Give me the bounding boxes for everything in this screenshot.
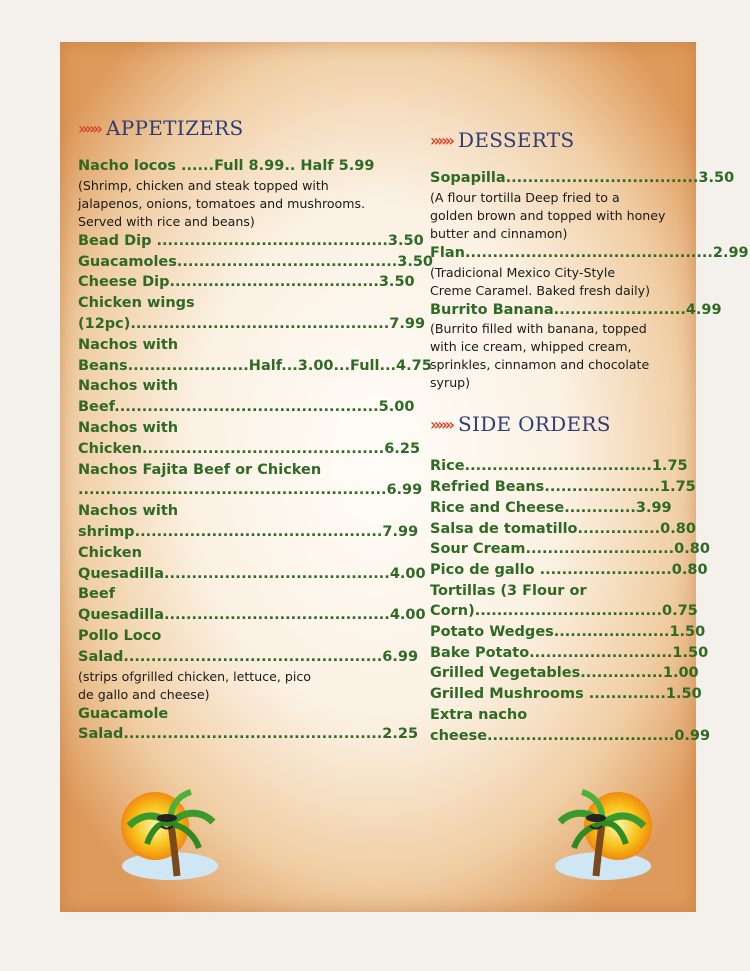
menu-item-line: Guacamole bbox=[78, 705, 169, 722]
menu-item-line: Bake Potato..........................1.50 bbox=[430, 644, 709, 661]
menu-item-line: Corn)..................................0.75 bbox=[430, 603, 698, 620]
menu-item-line: Refried Beans.....................1.75 bbox=[430, 479, 696, 496]
side-orders-title: SIDE ORDERS bbox=[458, 412, 611, 437]
menu-item-line: Quesadilla.........................................4.00 bbox=[78, 607, 426, 624]
menu-page bbox=[60, 42, 749, 912]
menu-item-line: Chicken wings bbox=[78, 295, 195, 312]
menu-item-description: (Tradicional Mexico City-Style bbox=[430, 264, 616, 280]
menu-item-line: Guacamoles........................................3.50 bbox=[78, 253, 434, 270]
menu-item-line: Nachos Fajita Beef or Chicken bbox=[78, 461, 322, 478]
menu-item-line: Chicken............................................6.25 bbox=[78, 440, 421, 457]
menu-item-line: Burrito Banana........................4.99 bbox=[430, 301, 722, 318]
side-orders-section bbox=[430, 410, 711, 746]
menu-item-description: de gallo and cheese) bbox=[78, 686, 210, 702]
menu-item-description: (strips ofgrilled chicken, lettuce, pico bbox=[78, 668, 312, 684]
menu-item-description: (Burrito filled with banana, topped bbox=[430, 321, 647, 337]
menu-item-line: Rice and Cheese.............3.99 bbox=[430, 499, 672, 516]
menu-item-line: Flan.............................................2.99 bbox=[430, 244, 749, 261]
desserts-list bbox=[430, 168, 749, 392]
desserts-section bbox=[430, 126, 749, 392]
menu-item-description: syrup) bbox=[430, 375, 471, 391]
menu-item-line: Extra nacho bbox=[430, 706, 528, 723]
menu-item-line: Nacho locos ......Full 8.99.. Half 5.99 bbox=[78, 158, 375, 174]
menu-item-description: jalapenos, onions, tomatoes and mushrooms. bbox=[78, 195, 366, 211]
menu-item-line: shrimp.............................................7.99 bbox=[78, 523, 419, 540]
chevron-bullet-icon: »»» bbox=[430, 130, 453, 150]
menu-item-description: sprinkles, cinnamon and chocolate bbox=[430, 357, 650, 373]
menu-item-line: Nachos with bbox=[78, 378, 179, 395]
menu-item-line: Pico de gallo ........................0.80 bbox=[430, 561, 708, 578]
menu-item-line: Potato Wedges.....................1.50 bbox=[430, 624, 706, 641]
menu-item-line: Salad...............................................6.99 bbox=[78, 648, 419, 665]
menu-item-line: ........................................................6.99 bbox=[78, 482, 423, 499]
desserts-title: DESSERTS bbox=[458, 128, 575, 152]
menu-item-description: Creme Caramel. Baked fresh daily) bbox=[430, 282, 651, 298]
appetizers-list bbox=[78, 156, 434, 745]
menu-item-line: Salsa de tomatillo...............0.80 bbox=[430, 520, 696, 537]
menu-item-line: Rice..................................1.75 bbox=[430, 458, 688, 475]
side-orders-heading bbox=[430, 410, 682, 438]
side-orders-list bbox=[430, 456, 711, 746]
menu-item-line: Cheese Dip......................................3.50 bbox=[78, 274, 415, 291]
menu-item-line: Nachos with bbox=[78, 503, 179, 520]
menu-item-description: Served with rice and beans) bbox=[78, 213, 255, 229]
menu-item-description: with ice cream, whipped cream, bbox=[430, 339, 632, 355]
menu-item-description: golden brown and topped with honey bbox=[430, 207, 666, 223]
appetizers-heading bbox=[78, 114, 390, 142]
chevron-bullet-icon: »»» bbox=[78, 118, 101, 138]
menu-item-line: Sour Cream...........................0.80 bbox=[430, 541, 710, 558]
menu-item-line: Tortillas (3 Flour or bbox=[430, 582, 587, 599]
appetizers-section bbox=[78, 114, 434, 745]
menu-item-line: Grilled Vegetables...............1.00 bbox=[430, 665, 699, 682]
menu-item-line: (12pc)...............................................7.99 bbox=[78, 315, 426, 332]
appetizers-title: APPETIZERS bbox=[106, 116, 244, 140]
menu-item-line: cheese..................................0.99 bbox=[430, 727, 711, 744]
menu-item-line: Beans......................Half...3.00...Full...4.75 bbox=[78, 357, 432, 374]
menu-item-line: Beef bbox=[78, 586, 116, 603]
menu-item-line: Bead Dip ..........................................3.50 bbox=[78, 232, 424, 249]
menu-item-line: Pollo Loco bbox=[78, 627, 162, 644]
desserts-heading bbox=[430, 126, 682, 154]
menu-item-line: Nachos with bbox=[78, 336, 179, 353]
palm-tree-sun-icon bbox=[548, 784, 660, 884]
menu-item-description: butter and cinnamon) bbox=[430, 225, 568, 241]
menu-item-line: Chicken bbox=[78, 544, 142, 561]
menu-item-description: (Shrimp, chicken and steak topped with bbox=[78, 177, 329, 193]
menu-item-line: Quesadilla.........................................4.00 bbox=[78, 565, 426, 582]
menu-item-description: (A flour tortilla Deep fried to a bbox=[430, 189, 620, 205]
chevron-bullet-icon: »»» bbox=[430, 414, 453, 434]
menu-item-line: Beef................................................5.00 bbox=[78, 399, 415, 416]
menu-item-line: Salad...............................................2.25 bbox=[78, 726, 419, 743]
right-column bbox=[430, 126, 749, 746]
menu-item-line: Sopapilla...................................3.50 bbox=[430, 170, 735, 186]
palm-tree-sun-icon bbox=[115, 784, 227, 884]
menu-item-line: Grilled Mushrooms ..............1.50 bbox=[430, 686, 702, 703]
menu-item-line: Nachos with bbox=[78, 419, 179, 436]
